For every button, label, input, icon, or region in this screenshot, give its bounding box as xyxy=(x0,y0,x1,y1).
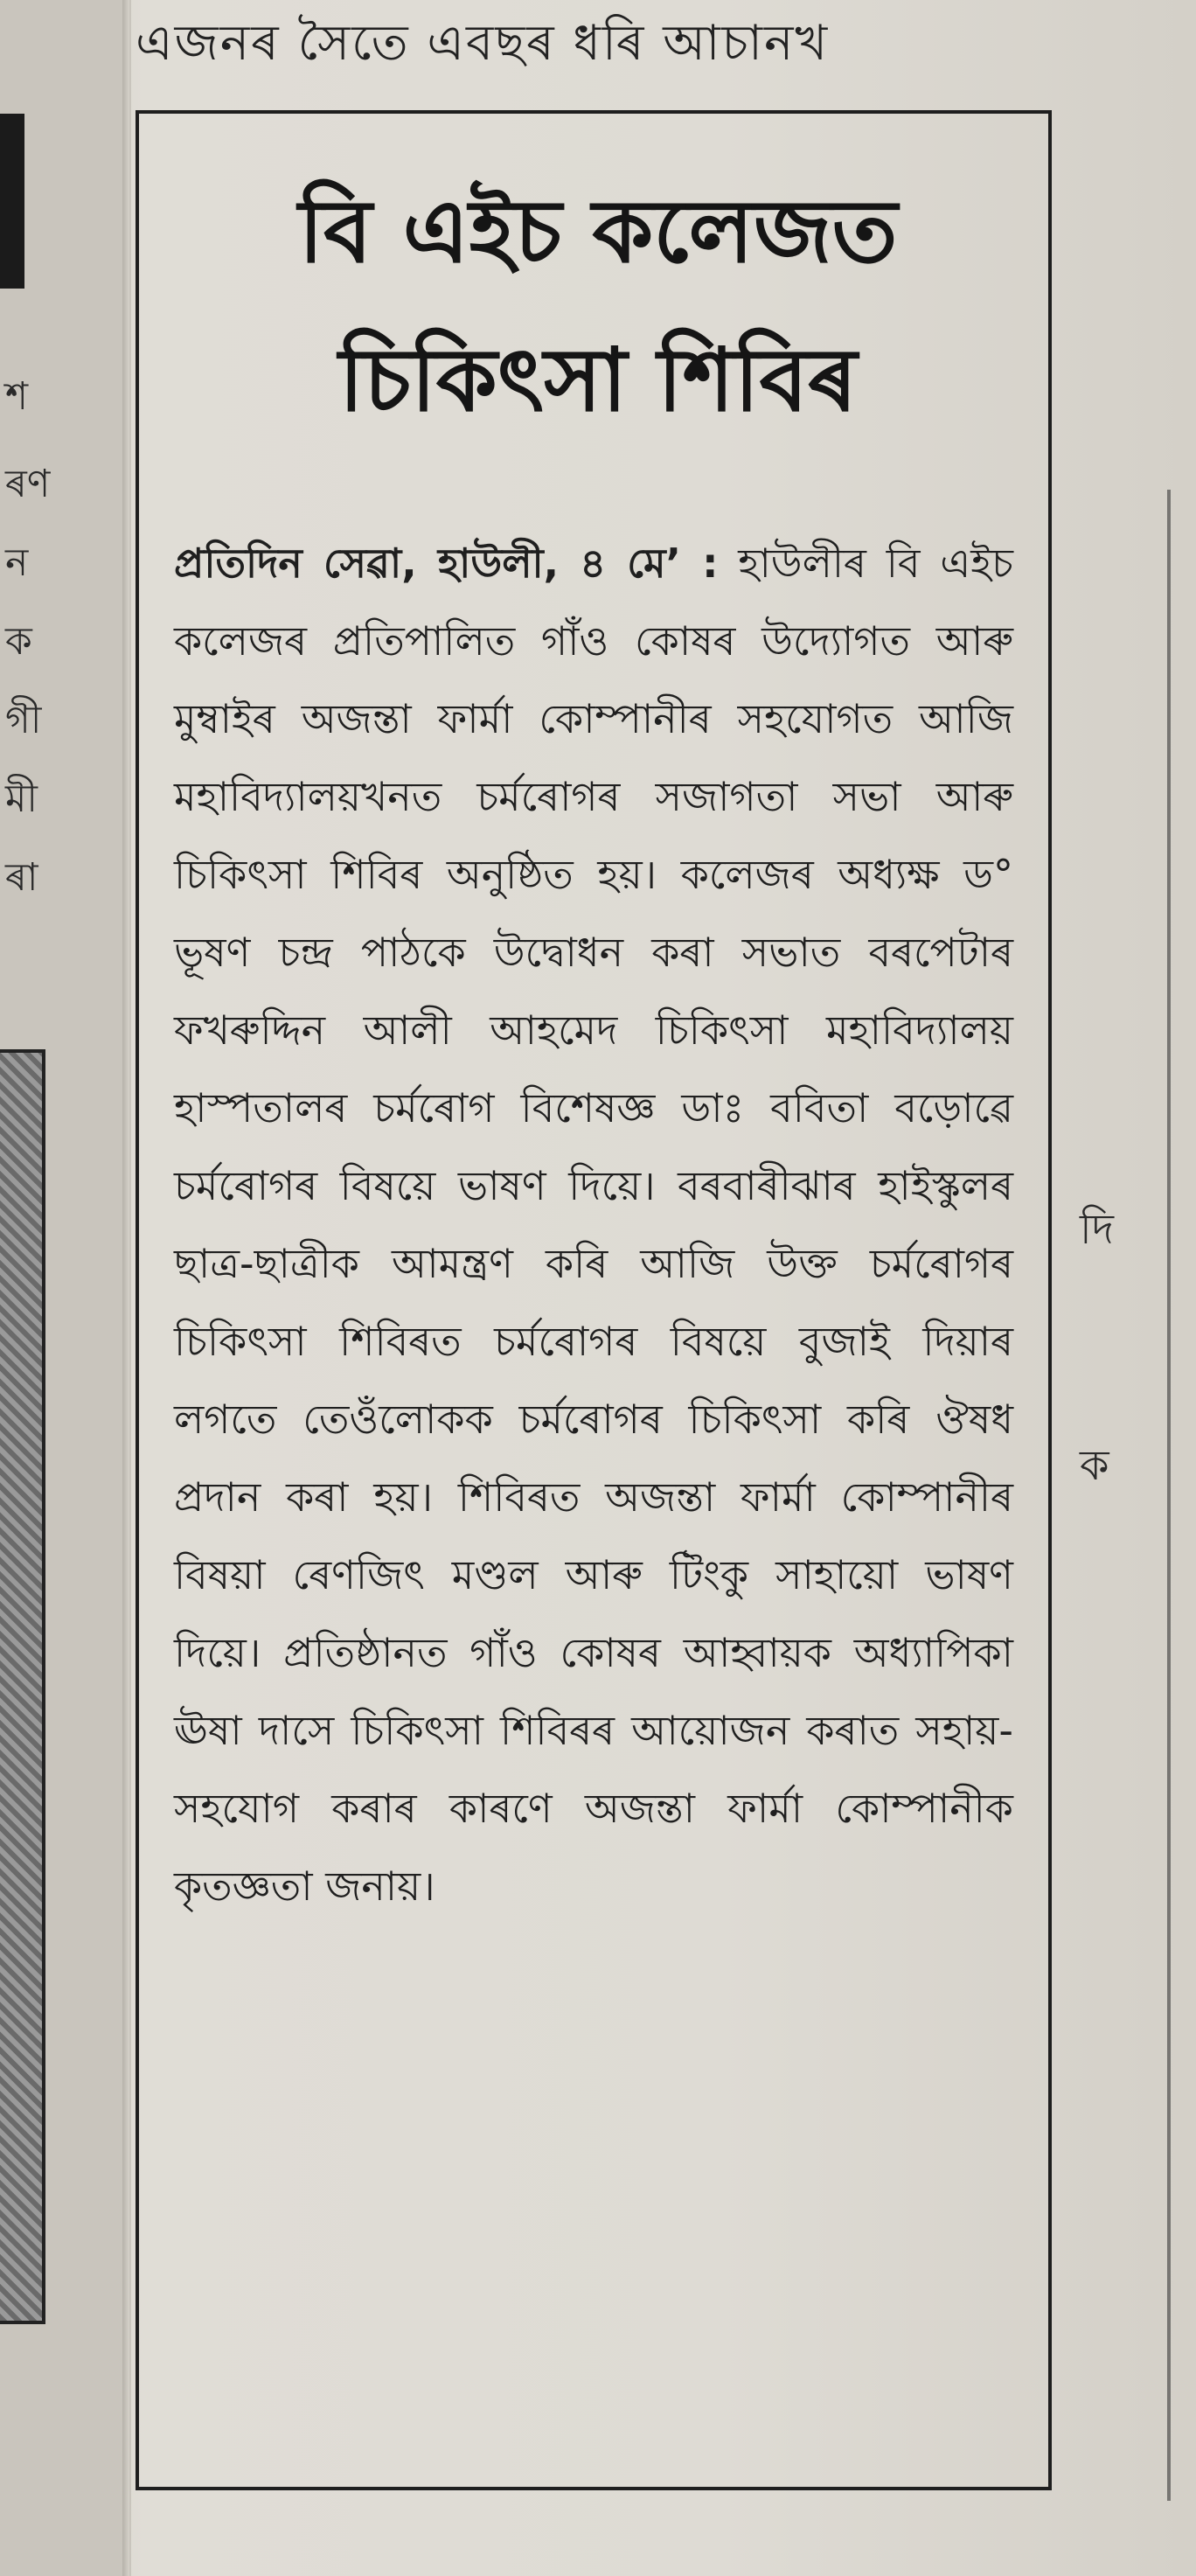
left-text-fragment: ৰা xyxy=(5,855,38,900)
left-text-fragment: মী xyxy=(5,776,38,821)
left-text-fragment: ৰণ xyxy=(5,462,51,506)
left-neighbor-column xyxy=(0,0,131,2576)
left-text-fragment: ন xyxy=(5,540,29,585)
article-body xyxy=(174,525,1013,1925)
article-dateline: প্ৰতিদিন সেৱা, হাউলী, ৪ মে’ : xyxy=(174,540,719,587)
news-article-box xyxy=(136,110,1052,2490)
right-text-fragment: দি xyxy=(1080,1205,1114,1254)
left-text-fragment: ক xyxy=(5,619,32,664)
left-text-fragment: শ xyxy=(5,374,29,419)
previous-article-line: এজনৰ সৈতে এবছৰ ধৰি আচানখ xyxy=(136,15,830,72)
left-headline-fragment xyxy=(0,114,24,289)
right-text-fragment: ক xyxy=(1080,1441,1109,1490)
right-neighbor-column xyxy=(1071,0,1196,2576)
left-photo xyxy=(0,1049,45,2324)
right-column-rule xyxy=(1167,490,1171,2501)
article-headline xyxy=(174,157,1022,455)
headline-line: চিকিৎসা শিবিৰ xyxy=(338,329,858,431)
page-fold xyxy=(122,0,129,2576)
left-text-fragment: গী xyxy=(5,698,42,742)
headline-line: বি এইচ কলেজত xyxy=(298,180,898,282)
article-body-text: হাউলীৰ বি এইচ কলেজৰ প্ৰতিপালিত গাঁও কোষৰ উদ্যোগত আৰু মুম্বাইৰ অজন্তা ফাৰ্মা কোম্পানীৰ সহযোগত আজি মহাবিদ্যালয়খনত চৰ্মৰোগৰ সজাগতা সভা আৰু চিকিৎসা শিবিৰ অনুষ্ঠিত হয়। কলেজৰ অধ্যক্ষ ড° ভূষণ চন্দ্ৰ পাঠকে উদ্বোধন কৰা সভাত বৰপেটাৰ ফখৰুদ্দিন আলী আহমেদ চিকিৎসা মহাবিদ্যালয় হাস্পতালৰ চৰ্মৰোগ বিশেষজ্ঞ ডাঃ ববিতা বড়োৱে চৰ্মৰোগৰ বিষয়ে ভাষণ দিয়ে। বৰবাৰীঝাৰ হাইস্কুলৰ ছাত্ৰ-ছাত্ৰীক আমন্ত্ৰণ কৰি আজি উক্ত চৰ্মৰোগৰ চিকিৎসা শিবিৰত চৰ্মৰোগৰ বিষয়ে বুজাই দিয়াৰ লগতে তেওঁলোকক চৰ্মৰোগৰ চিকিৎসা কৰি ঔষধ প্ৰদান কৰা হয়। শিবিৰত অজন্তা ফাৰ্মা কোম্পানীৰ বিষয়া ৰেণজিৎ মণ্ডল আৰু টিংকু সাহায়ো ভাষণ দিয়ে। প্ৰতিষ্ঠানত গাঁও কোষৰ আহ্বায়ক অধ্যাপিকা ঊষা দাসে চিকিৎসা শিবিৰৰ আয়োজন কৰাত সহায়-সহযোগ কৰাৰ কাৰণে অজন্তা ফাৰ্মা কোম্পানীক কৃতজ্ঞতা জনায়। xyxy=(174,540,1013,1910)
